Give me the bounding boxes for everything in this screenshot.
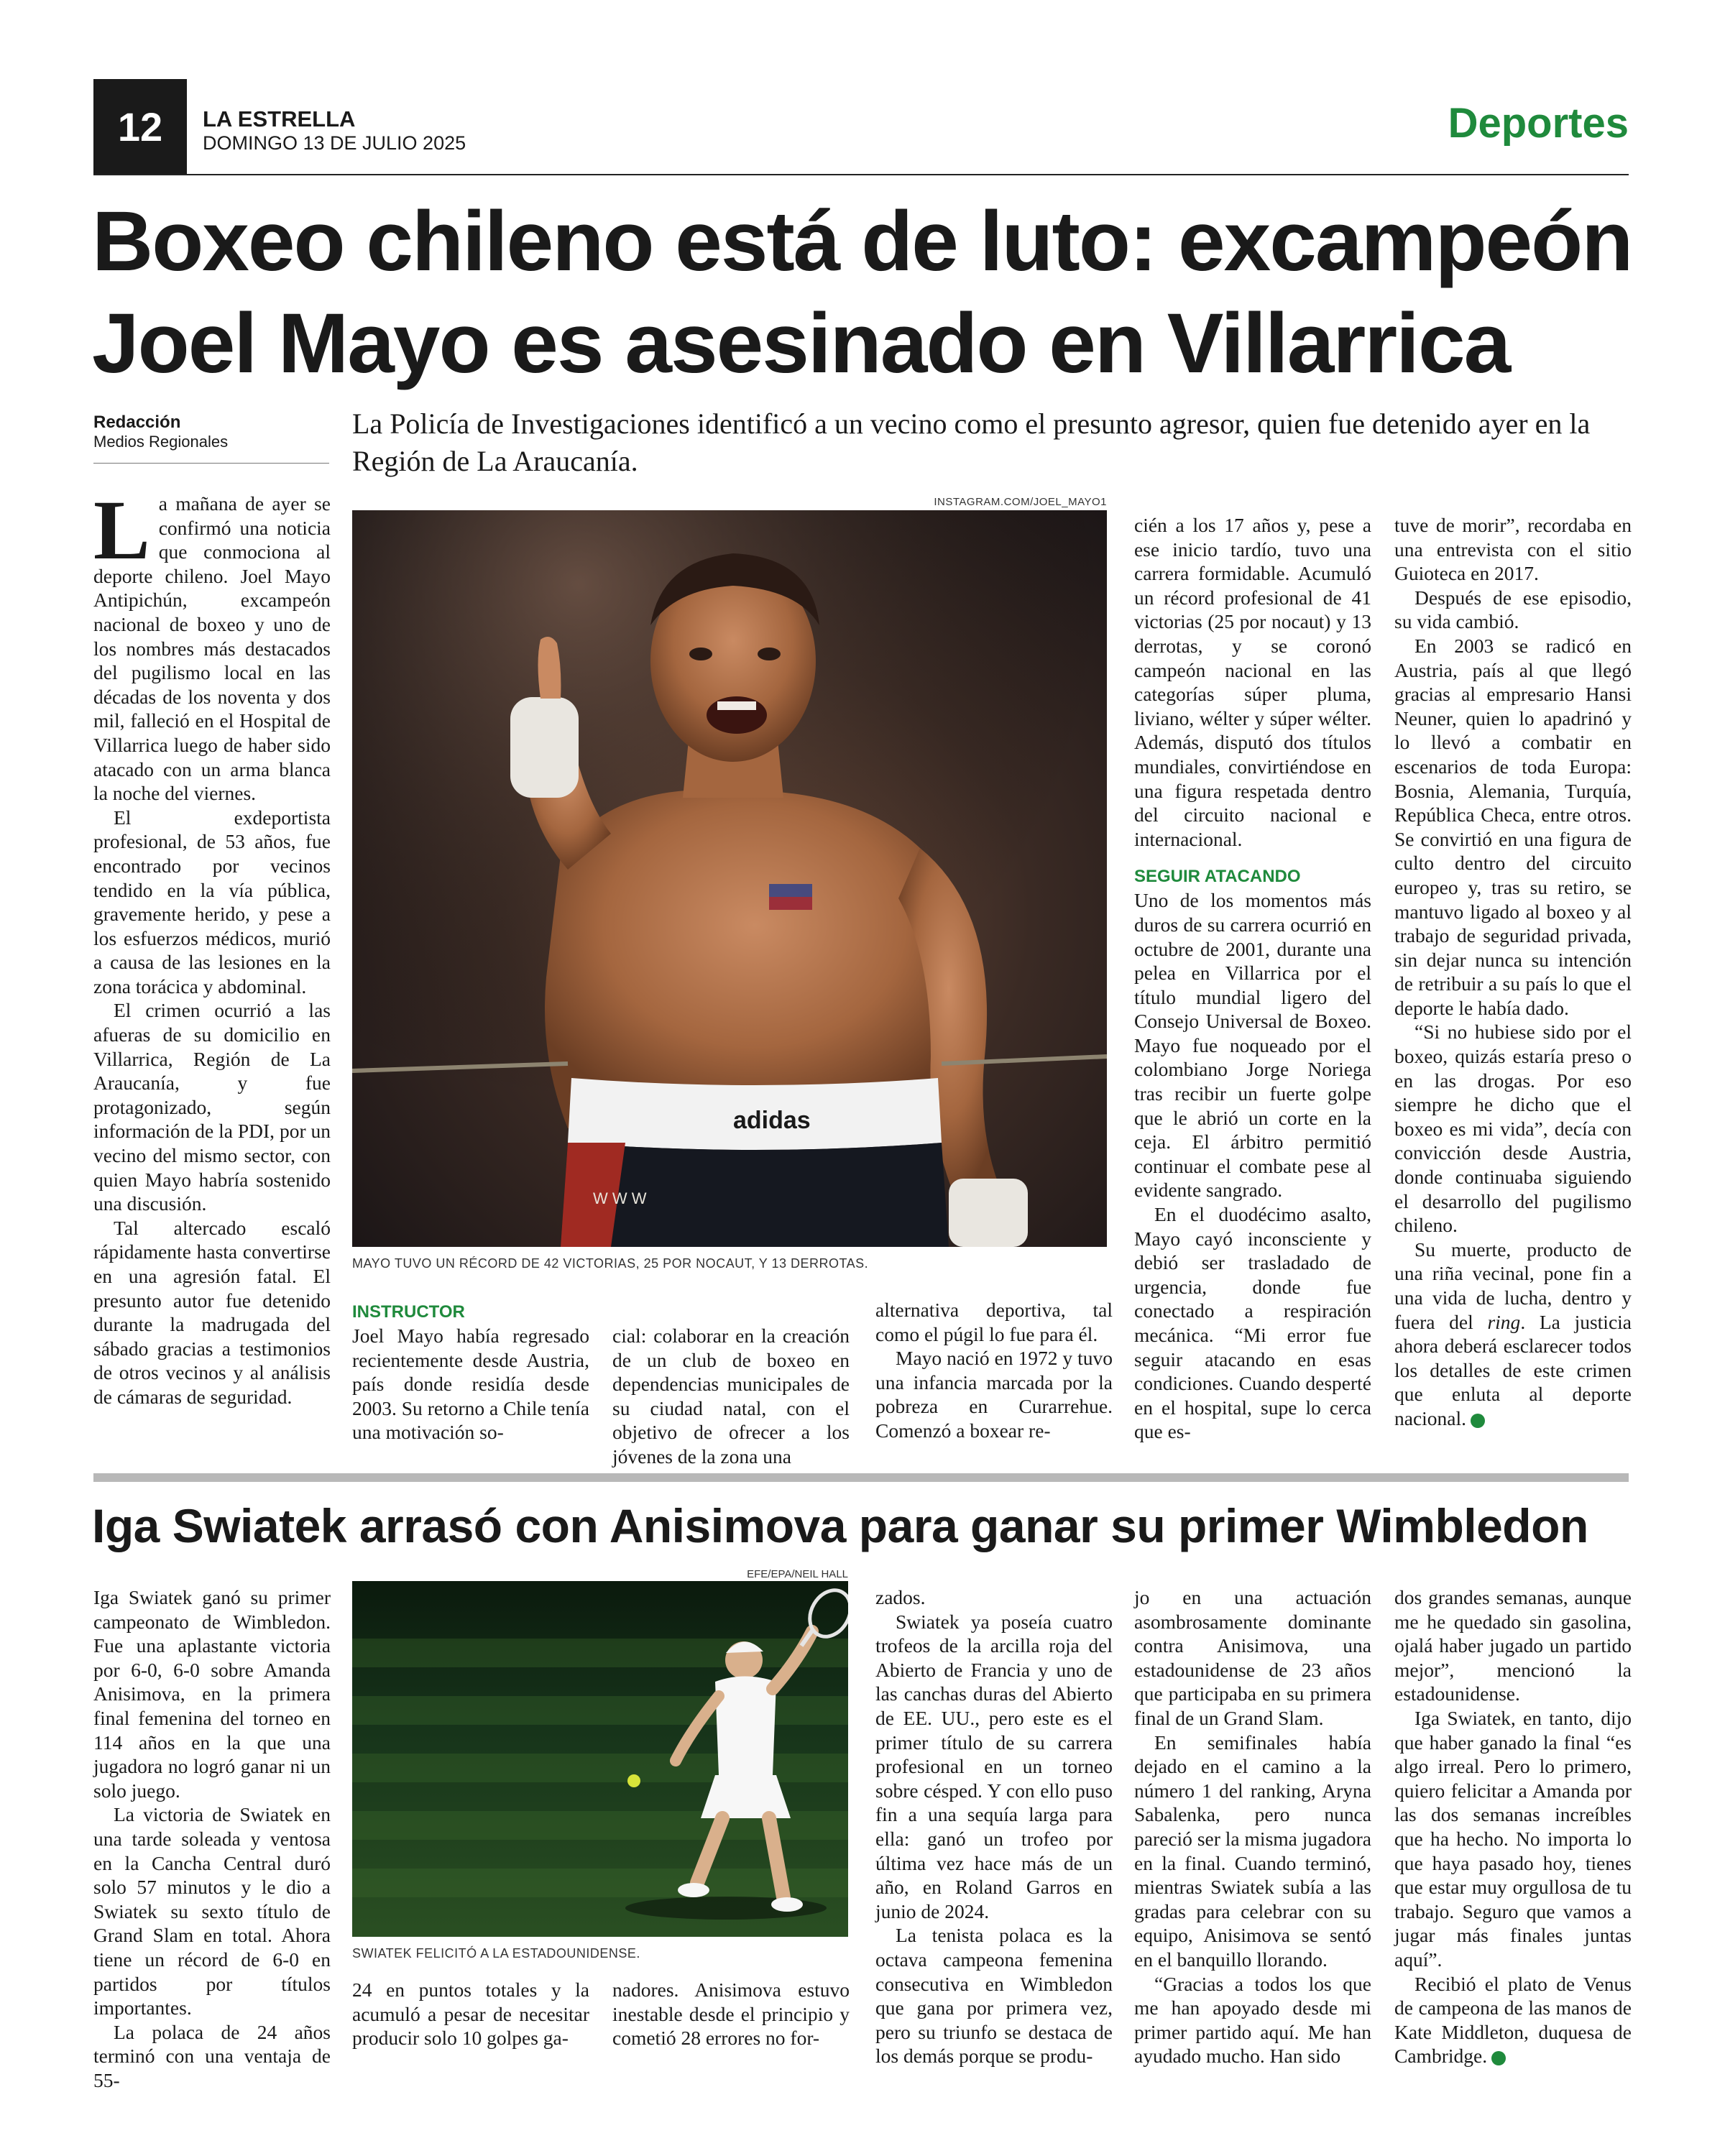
paragraph: Uno de los momentos más duros de su carrera ocurrió en octubre de 2001, durante una pelea en Villarrica por el título mundial ligero del Consejo Universal de Boxeo. Mayo fue noqueado por el colombiano Jorge Noriega tras recibir un fuerte golpe que le abrió un corte en la ceja. El árbitro permitió continuar el combate pese al evidente sangrado. bbox=[1134, 889, 1371, 1202]
subhead-instructor: INSTRUCTOR bbox=[352, 1302, 465, 1322]
paragraph: jo en una actuación asombrosamente dominante contra Anisimova, una estadounidense de 23 años que participaba en su primera final de un Grand Slam. bbox=[1134, 1586, 1371, 1729]
byline-rule bbox=[93, 463, 329, 464]
byline-source: Medios Regionales bbox=[93, 433, 229, 451]
end-of-article-icon: ✦ bbox=[1491, 2051, 1506, 2065]
article-column-3 bbox=[612, 1298, 850, 1469]
paragraph: En el duodécimo asalto, Mayo cayó inconsciente y debió ser trasladado de urgencia, donde fue conectado a respiración mecánica. “Mi error fue seguir atacando en esas condiciones. Cuando desperté en el hospital, supe lo cerca que es- bbox=[1134, 1203, 1371, 1443]
article-column-6 bbox=[1394, 513, 1632, 1431]
article-deck: La Policía de Investigaciones identificó a un vecino como el presunto agresor, quien fue detenido ayer en la Región de La Araucanía. bbox=[352, 407, 1591, 477]
closing-paragraph bbox=[1394, 1972, 1632, 2068]
article-column-3 bbox=[612, 1978, 850, 2050]
paragraph: Joel Mayo había regresado recientemente desde Austria, país donde residía desde 2003. Su retorno a Chile tenía una motivación so- bbox=[352, 1325, 589, 1444]
article-divider bbox=[93, 1473, 1629, 1482]
paragraph: El crimen ocurrió a las afueras de su domicilio en Villarrica, Región de La Araucanía, y fue protagonizado, según información de la PDI, por un vecino del mismo sector, con quien Mayo habría sostenido una discusión. bbox=[93, 999, 331, 1215]
article-column-1 bbox=[93, 1585, 331, 2092]
paper-name: LA ESTRELLA bbox=[203, 106, 356, 132]
paragraph: cial: colaborar en la creación de un club de boxeo en dependencias municipales de su ciudad natal, con el objetivo de ofrecer a los jóvenes de la zona una bbox=[612, 1325, 850, 1468]
article-headline: Boxeo chileno está de luto: excampeón Joel Mayo es asesinado en Villarrica bbox=[92, 194, 1632, 391]
paragraph-text: . La justicia ahora deberá esclarecer todos los detalles de este crimen que enluta al deporte nacional. bbox=[1394, 1310, 1632, 1429]
paragraph: nadores. Anisimova estuvo inestable desde el principio y cometió 28 errores no for- bbox=[612, 1978, 850, 2050]
page-number: 12 bbox=[93, 79, 187, 174]
paragraph: El exdeportista profesional, de 53 años, fue encontrado por vecinos tendido en la vía pública, gravemente herido, y pese a los esfuerzos médicos, murió a causa de las lesiones en la zona torácica y abdominal. bbox=[93, 806, 331, 998]
paragraph-text: Recibió el plato de Venus de campeona de las manos de Kate Middleton, duquesa de Cambridge. bbox=[1394, 1972, 1632, 2068]
byline-author: Redacción bbox=[93, 413, 181, 432]
issue-date: DOMINGO 13 DE JULIO 2025 bbox=[203, 132, 466, 154]
article-column-1 bbox=[93, 483, 331, 1409]
article-column-4 bbox=[875, 1585, 1113, 2068]
article-headline: Iga Swiatek arrasó con Anisimova para ganar su primer Wimbledon bbox=[92, 1499, 1588, 1552]
tennis-illustration bbox=[352, 1581, 848, 1937]
boxer-photo bbox=[352, 510, 1107, 1247]
paragraph: En semifinales había dejado en el camino a la número 1 del ranking, Aryna Sabalenka, pero nunca pareció ser la misma jugadora en la final. Cuando terminó, mientras Swiatek subía a las gradas para celebrar con su equipo, Anisimova se sentó en el banquillo llorando. bbox=[1134, 1731, 1371, 1971]
photo-caption: MAYO TUVO UN RÉCORD DE 42 VICTORIAS, 25 POR NOCAUT, Y 13 DERROTAS. bbox=[352, 1256, 869, 1271]
paragraph: tuve de morir”, recordaba en una entrevista con el sitio Guioteca en 2017. bbox=[1394, 514, 1632, 585]
paragraph: Iga Swiatek ganó su primer campeonato de Wimbledon. Fue una aplastante victoria por 6-0, 6-0 sobre Amanda Anisimova, en la primera final femenina del torneo en 114 años en la que una jugadora no logró ganar ni un solo juego. bbox=[93, 1586, 331, 1802]
paragraph: La victoria de Swiatek en una tarde soleada y ventosa en la Cancha Central duró solo 57 minutos y le dio a Swiatek su sexto título de Grand Slam en total. Ahora tiene un récord de 6-0 en partidos por títulos importantes. bbox=[93, 1803, 331, 2019]
closing-paragraph bbox=[1394, 1238, 1632, 1431]
paragraph: zados. bbox=[875, 1586, 926, 1608]
header-rule bbox=[93, 174, 1629, 175]
paragraph: alternativa deportiva, tal como el púgil lo fue para él. bbox=[875, 1299, 1113, 1345]
paragraph: 24 en puntos totales y la acumuló a pesar de necesitar producir solo 10 golpes ga- bbox=[352, 1978, 589, 2050]
paragraph: Iga Swiatek, en tanto, dijo que haber ganado la final “es algo irreal. Pero lo primero, quiero felicitar a Amanda por las dos semanas increíbles que ha hecho. No importa lo que haya pasado hoy, tienes que estar muy orgullosa de tu trabajo. Seguro que vamos a jugar más finales juntas aquí”. bbox=[1394, 1706, 1632, 1971]
shorts-logo: adidas bbox=[733, 1107, 811, 1134]
paragraph: La tenista polaca es la octava campeona femenina consecutiva en Wimbledon que gana por primera vez, pero su triunfo se destaca de los demás porque se produ- bbox=[875, 1924, 1113, 2068]
photo-credit: INSTAGRAM.COM/JOEL_MAYO1 bbox=[934, 496, 1107, 508]
paragraph: Mayo nació en 1972 y tuvo una infancia marcada por la pobreza en Curarrehue. Comenzó a boxear re- bbox=[875, 1347, 1113, 1442]
article-column-2 bbox=[352, 1978, 589, 2050]
article-column-5 bbox=[1134, 513, 1371, 1444]
paragraph: Después de ese episodio, su vida cambió. bbox=[1394, 586, 1632, 633]
paragraph: a mañana de ayer se confirmó una noticia que conmociona al deporte chileno. Joel Mayo Antipichún, excampeón nacional de boxeo y uno de los nombres más destacados del pugilismo local en las décadas de los noventa y dos mil, falleció en el Hospital de Villarrica luego de haber sido atacado con un arma blanca la noche del viernes. bbox=[93, 492, 331, 805]
tennis-photo bbox=[352, 1581, 848, 1937]
paragraph: dos grandes semanas, aunque me he quedado sin gasolina, ojalá haber jugado un partido mejor”, mencionó la estadounidense. bbox=[1394, 1586, 1632, 1705]
paragraph: cién a los 17 años y, pese a ese inicio tardío, tuvo una carrera formidable. Acumuló un récord profesional de 41 victorias (25 por nocaut) y 13 derrotas, y se coronó campeón nacional en las categorías súper pluma, liviano, wélter y súper wélter. Además, disputó dos títulos mundiales, convirtiéndose en una figura respetada dentro del circuito nacional e internacional. bbox=[1134, 514, 1371, 850]
paragraph: Tal altercado escaló rápidamente hasta convertirse en una agresión fatal. El presunto autor fue detenido durante la madrugada del sábado gracias a testimonios de otros vecinos y al análisis de cámaras de seguridad. bbox=[93, 1216, 331, 1408]
end-of-article-icon: ✦ bbox=[1471, 1414, 1485, 1428]
paragraph-text: Su muerte, producto de una riña vecinal, pone fin a una vida de lucha, dentro y fuera del bbox=[1394, 1238, 1632, 1333]
paragraph: “Gracias a todos los que me han apoyado desde mi primer partido aquí. Me han ayudado mucho. Han sido bbox=[1134, 1972, 1371, 2068]
boxer-illustration bbox=[352, 510, 1107, 1247]
article-column-2 bbox=[352, 1298, 589, 1445]
section-title: Deportes bbox=[1448, 100, 1629, 147]
photo-caption: SWIATEK FELICITÓ A LA ESTADOUNIDENSE. bbox=[352, 1946, 640, 1961]
drop-cap: L bbox=[93, 483, 150, 577]
article-column-6 bbox=[1394, 1585, 1632, 2068]
subhead-seguir-atacando: SEGUIR ATACANDO bbox=[1134, 867, 1301, 887]
paragraph: En 2003 se radicó en Austria, país al que llegó gracias al empresario Hansi Neuner, quien lo apadrinó y lo llevó a combatir en escenarios de toda Europa: Bosnia, Alemania, Turquía, República Checa, entre otros. Se convirtió en una figura de culto dentro del circuito europeo y, tras su retiro, se mantuvo ligado al boxeo y al trabajo de seguridad privada, sin dejar nunca su intención de retribuir a su país lo que el deporte le había dado. bbox=[1394, 634, 1632, 1019]
paragraph: “Si no hubiese sido por el boxeo, quizás estaría preso o en las drogas. Por eso siempre he dicho que el boxeo es mi vida”, decía con convicción desde Austria, donde continuaba siguiendo el desarrollo del pugilismo chileno. bbox=[1394, 1021, 1632, 1237]
paragraph: Swiatek ya poseía cuatro trofeos de la arcilla roja del Abierto de Francia y uno de las canchas duras del Abierto de EE. UU., pero este es el primer título de su carrera profesional en un torneo sobre césped. Y con ello puso fin a una sequía larga para ella: ganó un trofeo por última vez hace más de un año, en Roland Garros en junio de 2024. bbox=[875, 1610, 1113, 1922]
article-column-4 bbox=[875, 1298, 1113, 1443]
italic-term: ring bbox=[1487, 1310, 1521, 1333]
article-column-5 bbox=[1134, 1585, 1371, 2068]
paragraph: La polaca de 24 años terminó con una ventaja de 55- bbox=[93, 2020, 331, 2091]
photo-credit: EFE/EPA/NEIL HALL bbox=[747, 1568, 848, 1580]
shorts-letters: W W W bbox=[593, 1189, 647, 1207]
